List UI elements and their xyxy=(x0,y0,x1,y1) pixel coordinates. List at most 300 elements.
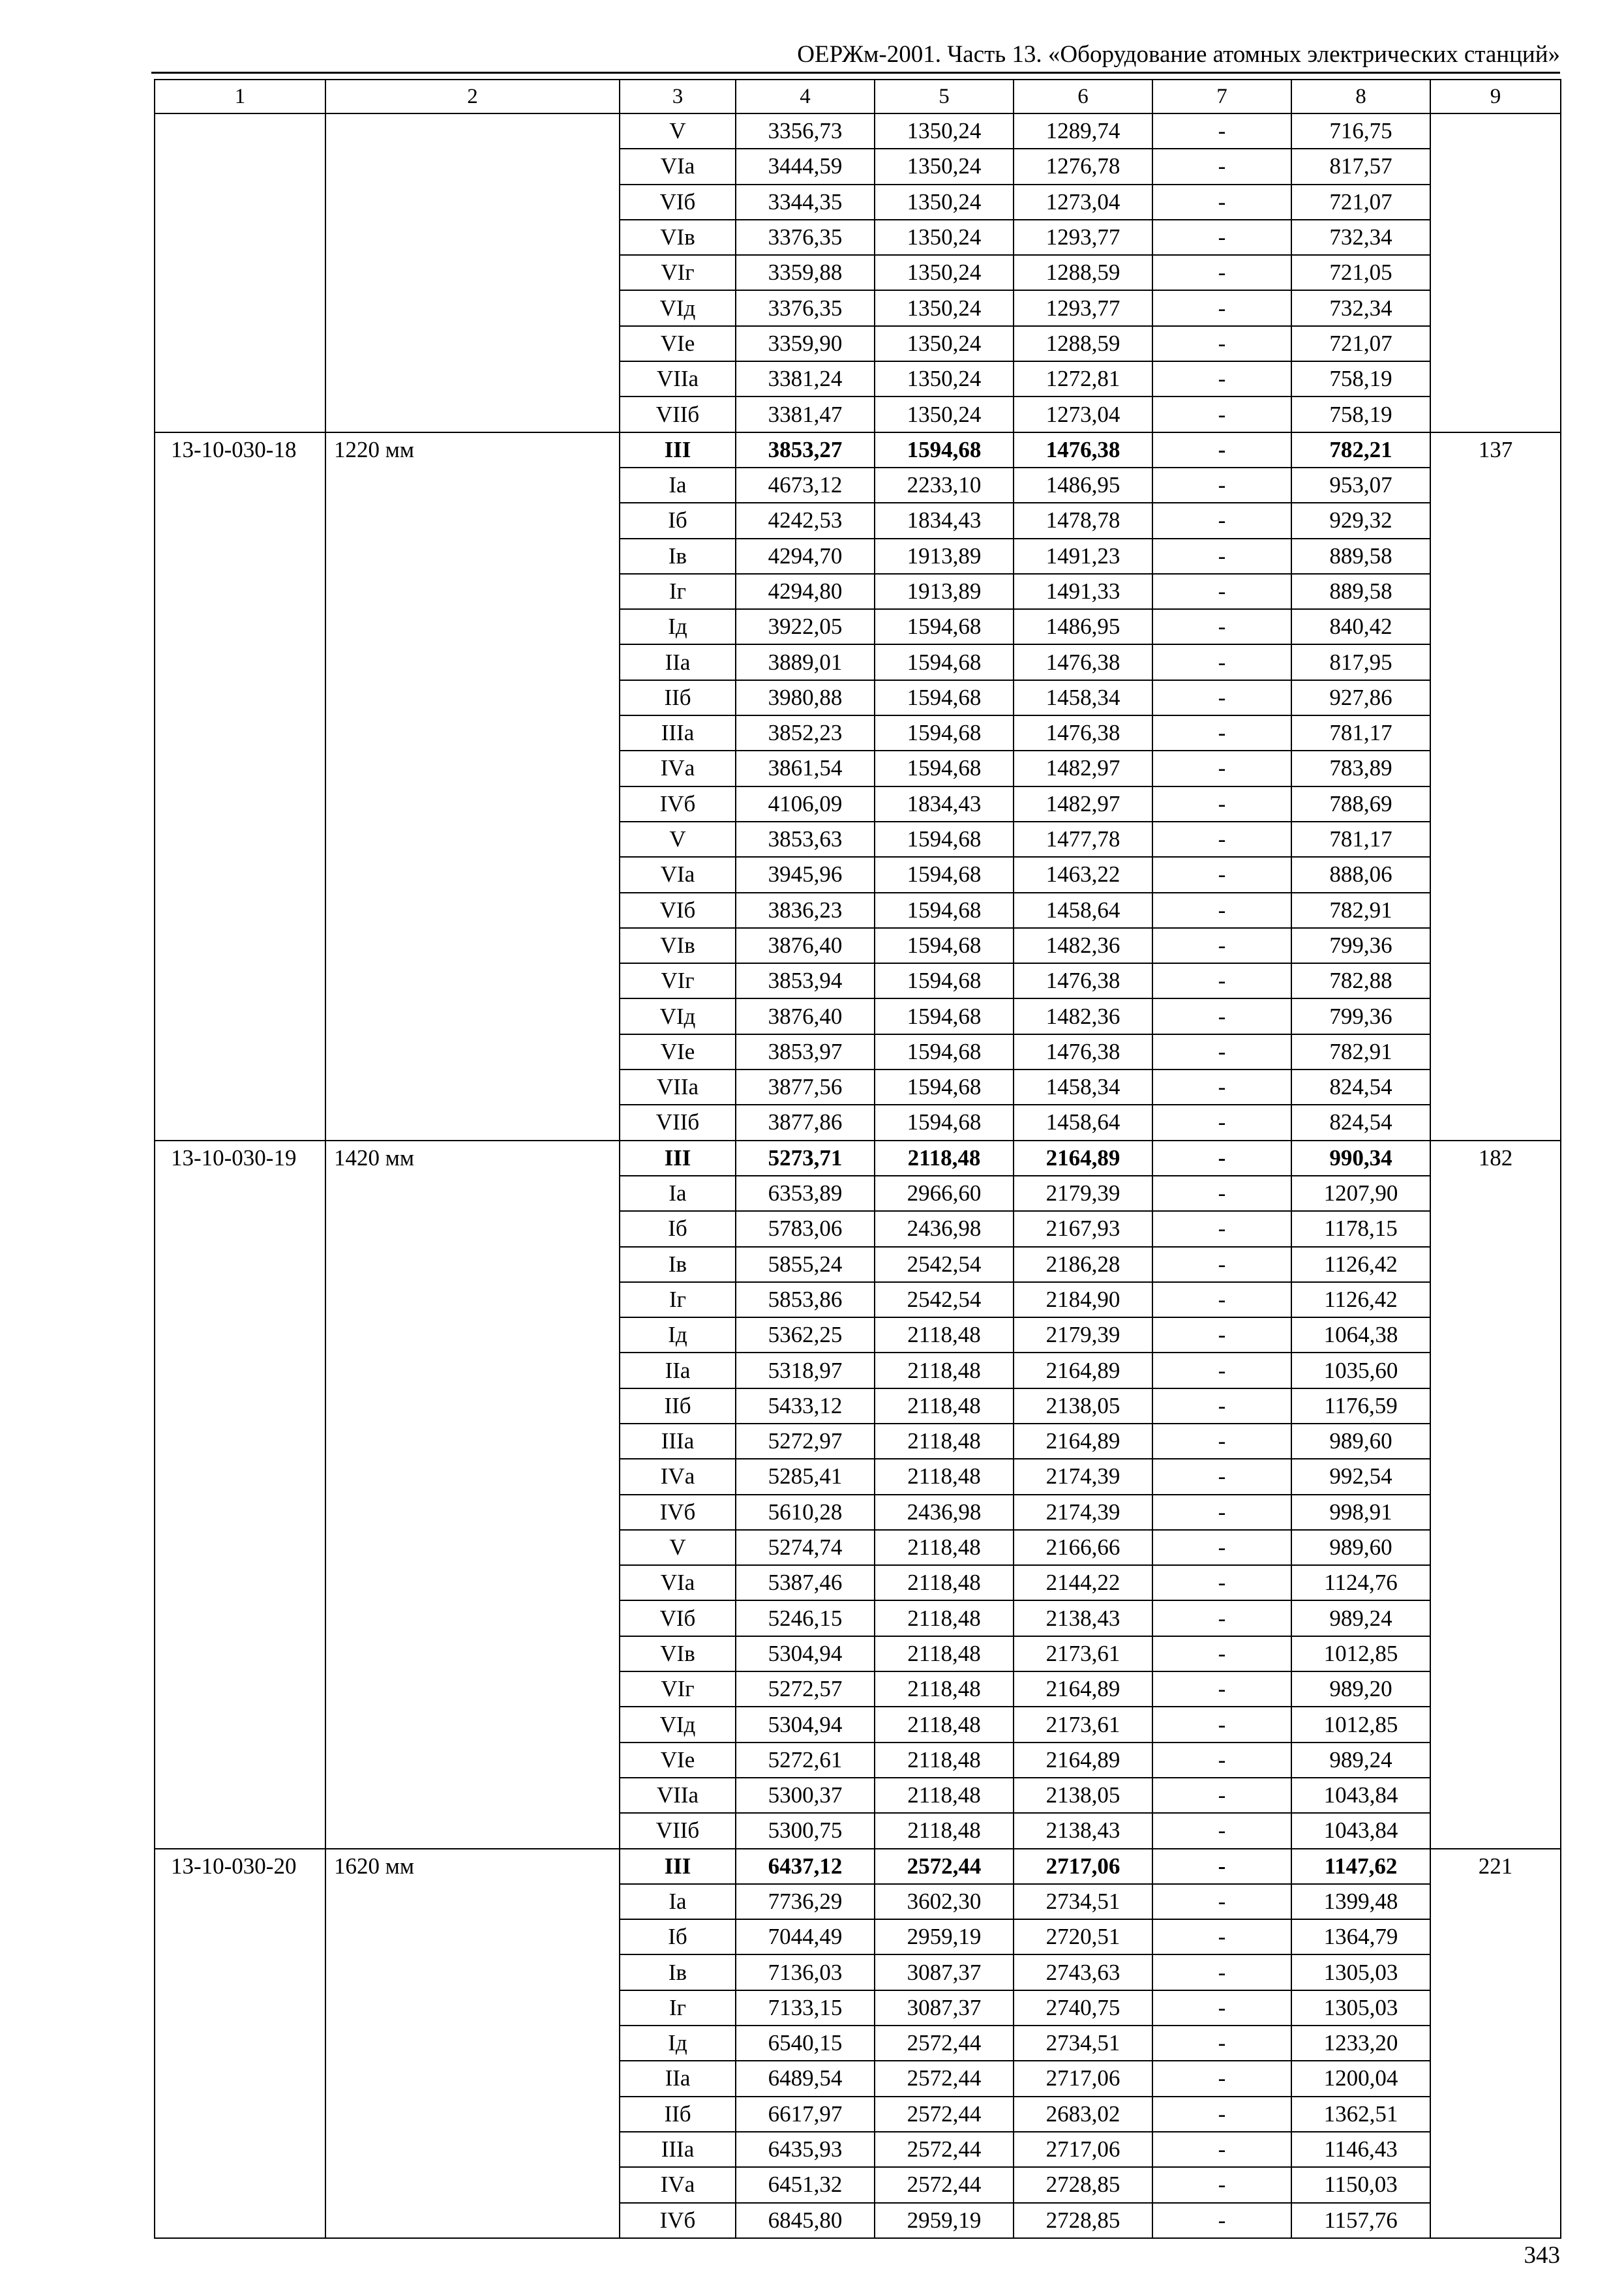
cell-cost-total: 3853,27 xyxy=(736,432,875,468)
cell-cost-wages: 1233,20 xyxy=(1291,2026,1430,2061)
cell-cost-total: 5300,75 xyxy=(736,1813,875,1848)
cell-cost-machines: 1482,36 xyxy=(1014,928,1152,963)
cell-variant: VIе xyxy=(620,326,736,361)
cell-cost-wages: 1200,04 xyxy=(1291,2061,1430,2096)
cell-cost-machines: 2179,39 xyxy=(1014,1317,1152,1353)
cell-cost-wages: 1126,42 xyxy=(1291,1247,1430,1282)
cell-cost-labor: 1350,24 xyxy=(875,113,1014,149)
cell-cost-labor: 1350,24 xyxy=(875,255,1014,290)
cell-cost-machines: 2740,75 xyxy=(1014,1990,1152,2026)
cell-cost-labor: 2572,44 xyxy=(875,2026,1014,2061)
column-number-8: 8 xyxy=(1291,80,1430,113)
cell-cost-labor: 1594,68 xyxy=(875,680,1014,715)
cell-cost-total: 6451,32 xyxy=(736,2167,875,2202)
cell-cost-machines: 2179,39 xyxy=(1014,1176,1152,1211)
cell-cost-machines: 1289,74 xyxy=(1014,113,1152,149)
cell-cost-labor: 1594,68 xyxy=(875,998,1014,1034)
column-number-6: 6 xyxy=(1014,80,1152,113)
cell-cost-total: 5246,15 xyxy=(736,1600,875,1636)
cell-cost-wages: 721,07 xyxy=(1291,326,1430,361)
cell-variant: Iд xyxy=(620,609,736,644)
cell-cost-total: 6353,89 xyxy=(736,1176,875,1211)
cell-variant: Iг xyxy=(620,1282,736,1317)
cell-cost-total: 3876,40 xyxy=(736,998,875,1034)
cell-cost-materials: - xyxy=(1152,2097,1291,2132)
cell-variant: Iд xyxy=(620,1317,736,1353)
cell-cost-machines: 1458,34 xyxy=(1014,1070,1152,1105)
cell-cost-total: 4242,53 xyxy=(736,503,875,538)
cell-cost-total: 3359,90 xyxy=(736,326,875,361)
cell-cost-labor: 2572,44 xyxy=(875,2061,1014,2096)
cell-cost-total: 5272,61 xyxy=(736,1743,875,1778)
cell-variant: VIIа xyxy=(620,1070,736,1105)
cell-variant: IIа xyxy=(620,644,736,680)
cell-cost-wages: 1064,38 xyxy=(1291,1317,1430,1353)
cell-cost-wages: 732,34 xyxy=(1291,220,1430,255)
cell-variant: VIа xyxy=(620,149,736,184)
cell-cost-total: 4106,09 xyxy=(736,786,875,822)
cell-cost-labor: 3087,37 xyxy=(875,1990,1014,2026)
cell-cost-labor: 1594,68 xyxy=(875,963,1014,998)
cell-cost-labor: 1594,68 xyxy=(875,1105,1014,1140)
cell-variant: VIг xyxy=(620,963,736,998)
cell-cost-materials: - xyxy=(1152,1070,1291,1105)
cell-variant: III xyxy=(620,432,736,468)
cell-cost-total: 6437,12 xyxy=(736,1849,875,1884)
cell-cost-labor: 2118,48 xyxy=(875,1565,1014,1600)
cell-variant: Iа xyxy=(620,1176,736,1211)
cell-cost-wages: 758,19 xyxy=(1291,361,1430,396)
cell-cost-machines: 2717,06 xyxy=(1014,2132,1152,2167)
rates-table-body xyxy=(155,80,1561,2238)
cell-variant: IIIа xyxy=(620,2132,736,2167)
cell-cost-wages: 799,36 xyxy=(1291,998,1430,1034)
cell-variant: IVб xyxy=(620,1495,736,1530)
cell-cost-materials: - xyxy=(1152,2061,1291,2096)
cell-cost-materials: - xyxy=(1152,1317,1291,1353)
cell-cost-total: 6845,80 xyxy=(736,2203,875,2238)
cell-cost-wages: 788,69 xyxy=(1291,786,1430,822)
cell-cost-machines: 1491,33 xyxy=(1014,574,1152,609)
cell-cost-materials: - xyxy=(1152,1636,1291,1671)
cell-cost-machines: 2167,93 xyxy=(1014,1211,1152,1246)
cell-cost-machines: 1482,36 xyxy=(1014,998,1152,1034)
cell-cost-machines: 2164,89 xyxy=(1014,1353,1152,1388)
cell-cost-materials: - xyxy=(1152,928,1291,963)
cell-cost-materials: - xyxy=(1152,503,1291,538)
cell-cost-wages: 732,34 xyxy=(1291,290,1430,325)
cell-cost-materials: - xyxy=(1152,609,1291,644)
cell-cost-total: 3444,59 xyxy=(736,149,875,184)
cell-variant: IVа xyxy=(620,2167,736,2202)
table-row xyxy=(155,1849,1561,1884)
cell-cost-machines: 2728,85 xyxy=(1014,2167,1152,2202)
cell-cost-materials: - xyxy=(1152,998,1291,1034)
cell-variant: IIб xyxy=(620,1388,736,1424)
cell-cost-wages: 824,54 xyxy=(1291,1105,1430,1140)
cell-cost-total: 6489,54 xyxy=(736,2061,875,2096)
cell-variant: IIIа xyxy=(620,715,736,751)
cell-cost-wages: 989,24 xyxy=(1291,1600,1430,1636)
cell-variant: Iг xyxy=(620,574,736,609)
cell-cost-machines: 1276,78 xyxy=(1014,149,1152,184)
cell-cost-total: 7136,03 xyxy=(736,1954,875,1990)
cell-cost-materials: - xyxy=(1152,1919,1291,1954)
cell-cost-wages: 889,58 xyxy=(1291,574,1430,609)
item-size xyxy=(325,113,620,432)
cell-cost-wages: 817,95 xyxy=(1291,644,1430,680)
cell-cost-labor: 1594,68 xyxy=(875,928,1014,963)
cell-cost-machines: 2720,51 xyxy=(1014,1919,1152,1954)
cell-cost-machines: 1273,04 xyxy=(1014,396,1152,432)
cell-cost-total: 3359,88 xyxy=(736,255,875,290)
cell-cost-total: 5362,25 xyxy=(736,1317,875,1353)
cell-variant: VIд xyxy=(620,998,736,1034)
item-code: 13-10-030-18 xyxy=(155,432,325,1141)
cell-cost-labor: 2118,48 xyxy=(875,1778,1014,1813)
cell-cost-wages: 992,54 xyxy=(1291,1459,1430,1494)
cell-cost-total: 5274,74 xyxy=(736,1530,875,1565)
cell-cost-machines: 2166,66 xyxy=(1014,1530,1152,1565)
table-row xyxy=(155,113,1561,149)
cell-cost-machines: 2144,22 xyxy=(1014,1565,1152,1600)
column-number-5: 5 xyxy=(875,80,1014,113)
cell-cost-machines: 2717,06 xyxy=(1014,1849,1152,1884)
cell-cost-labor: 1350,24 xyxy=(875,361,1014,396)
cell-cost-wages: 1178,15 xyxy=(1291,1211,1430,1246)
cell-cost-wages: 1157,76 xyxy=(1291,2203,1430,2238)
cell-cost-materials: - xyxy=(1152,185,1291,220)
cell-cost-wages: 782,88 xyxy=(1291,963,1430,998)
cell-cost-labor: 3087,37 xyxy=(875,1954,1014,1990)
cell-cost-wages: 888,06 xyxy=(1291,857,1430,892)
cell-cost-labor: 1594,68 xyxy=(875,751,1014,786)
cell-cost-total: 7044,49 xyxy=(736,1919,875,1954)
cell-cost-wages: 758,19 xyxy=(1291,396,1430,432)
cell-cost-machines: 1478,78 xyxy=(1014,503,1152,538)
column-number-3: 3 xyxy=(620,80,736,113)
cell-cost-wages: 1399,48 xyxy=(1291,1884,1430,1919)
cell-cost-machines: 1476,38 xyxy=(1014,715,1152,751)
cell-variant: VIв xyxy=(620,1636,736,1671)
cell-cost-labor: 1594,68 xyxy=(875,1034,1014,1070)
cell-cost-materials: - xyxy=(1152,149,1291,184)
cell-cost-materials: - xyxy=(1152,2132,1291,2167)
cell-cost-machines: 2173,61 xyxy=(1014,1636,1152,1671)
cell-cost-wages: 989,60 xyxy=(1291,1424,1430,1459)
cell-variant: VIIб xyxy=(620,1813,736,1848)
cell-cost-labor: 1594,68 xyxy=(875,432,1014,468)
cell-variant: VIе xyxy=(620,1743,736,1778)
cell-cost-materials: - xyxy=(1152,326,1291,361)
cell-cost-materials: - xyxy=(1152,1778,1291,1813)
cell-cost-total: 5300,37 xyxy=(736,1778,875,1813)
cell-cost-wages: 824,54 xyxy=(1291,1070,1430,1105)
cell-variant: Iб xyxy=(620,1211,736,1246)
cell-cost-wages: 989,20 xyxy=(1291,1671,1430,1707)
cell-cost-materials: - xyxy=(1152,644,1291,680)
cell-cost-materials: - xyxy=(1152,1176,1291,1211)
cell-cost-total: 5304,94 xyxy=(736,1636,875,1671)
cell-cost-machines: 1477,78 xyxy=(1014,822,1152,857)
cell-cost-labor: 2233,10 xyxy=(875,468,1014,503)
cell-cost-wages: 721,05 xyxy=(1291,255,1430,290)
cell-cost-materials: - xyxy=(1152,963,1291,998)
cell-cost-materials: - xyxy=(1152,1424,1291,1459)
cell-cost-labor: 2118,48 xyxy=(875,1636,1014,1671)
cell-cost-machines: 1476,38 xyxy=(1014,432,1152,468)
item-size: 1420 мм xyxy=(325,1141,620,1849)
cell-cost-machines: 2138,05 xyxy=(1014,1778,1152,1813)
cell-cost-wages: 1146,43 xyxy=(1291,2132,1430,2167)
cell-cost-materials: - xyxy=(1152,220,1291,255)
cell-cost-labor: 1350,24 xyxy=(875,185,1014,220)
cell-cost-labor: 2118,48 xyxy=(875,1813,1014,1848)
cell-cost-machines: 2164,89 xyxy=(1014,1424,1152,1459)
cell-cost-materials: - xyxy=(1152,1743,1291,1778)
cell-cost-labor: 2118,48 xyxy=(875,1459,1014,1494)
cell-cost-wages: 1176,59 xyxy=(1291,1388,1430,1424)
cell-cost-machines: 2734,51 xyxy=(1014,1884,1152,1919)
cell-cost-labor: 1834,43 xyxy=(875,786,1014,822)
cell-cost-wages: 1043,84 xyxy=(1291,1778,1430,1813)
cell-cost-materials: - xyxy=(1152,1388,1291,1424)
cell-cost-wages: 953,07 xyxy=(1291,468,1430,503)
cell-cost-total: 3945,96 xyxy=(736,857,875,892)
cell-cost-machines: 2743,63 xyxy=(1014,1954,1152,1990)
cell-cost-labor: 1594,68 xyxy=(875,715,1014,751)
cell-variant: Iв xyxy=(620,539,736,574)
cell-variant: Iа xyxy=(620,468,736,503)
cell-cost-materials: - xyxy=(1152,1459,1291,1494)
cell-cost-labor: 1594,68 xyxy=(875,893,1014,928)
cell-cost-labor: 1913,89 xyxy=(875,574,1014,609)
cell-cost-machines: 1486,95 xyxy=(1014,468,1152,503)
cell-cost-total: 5285,41 xyxy=(736,1459,875,1494)
column-number-9: 9 xyxy=(1430,80,1561,113)
cell-variant: VIг xyxy=(620,255,736,290)
cell-variant: III xyxy=(620,1141,736,1176)
cell-cost-materials: - xyxy=(1152,1211,1291,1246)
cell-cost-materials: - xyxy=(1152,1707,1291,1742)
cell-cost-labor: 2118,48 xyxy=(875,1707,1014,1742)
cell-cost-total: 7736,29 xyxy=(736,1884,875,1919)
cell-variant: IIа xyxy=(620,2061,736,2096)
cell-cost-machines: 2138,05 xyxy=(1014,1388,1152,1424)
cell-cost-materials: - xyxy=(1152,574,1291,609)
cell-variant: Iв xyxy=(620,1247,736,1282)
column-number-4: 4 xyxy=(736,80,875,113)
cell-cost-total: 6540,15 xyxy=(736,2026,875,2061)
cell-cost-wages: 929,32 xyxy=(1291,503,1430,538)
cell-variant: IIа xyxy=(620,1353,736,1388)
cell-cost-labor: 3602,30 xyxy=(875,1884,1014,1919)
cell-cost-machines: 1476,38 xyxy=(1014,1034,1152,1070)
cell-variant: VIв xyxy=(620,928,736,963)
cell-cost-machines: 2173,61 xyxy=(1014,1707,1152,1742)
item-code: 13-10-030-20 xyxy=(155,1849,325,2238)
cell-cost-labor: 2118,48 xyxy=(875,1530,1014,1565)
cell-cost-machines: 1476,38 xyxy=(1014,963,1152,998)
cell-cost-wages: 1124,76 xyxy=(1291,1565,1430,1600)
cell-cost-labor: 2542,54 xyxy=(875,1282,1014,1317)
cell-variant: VIд xyxy=(620,1707,736,1742)
cell-cost-labor: 1350,24 xyxy=(875,220,1014,255)
cell-cost-wages: 782,91 xyxy=(1291,1034,1430,1070)
cell-variant: IVа xyxy=(620,1459,736,1494)
cell-cost-labor: 2572,44 xyxy=(875,2167,1014,2202)
cell-variant: V xyxy=(620,822,736,857)
cell-cost-labor: 1594,68 xyxy=(875,609,1014,644)
cell-cost-labor: 1350,24 xyxy=(875,326,1014,361)
cell-cost-machines: 2683,02 xyxy=(1014,2097,1152,2132)
cell-cost-total: 5855,24 xyxy=(736,1247,875,1282)
cell-cost-wages: 1147,62 xyxy=(1291,1849,1430,1884)
cell-cost-total: 6435,93 xyxy=(736,2132,875,2167)
cell-cost-wages: 1043,84 xyxy=(1291,1813,1430,1848)
cell-cost-materials: - xyxy=(1152,1884,1291,1919)
cell-cost-materials: - xyxy=(1152,1849,1291,1884)
cell-cost-total: 5304,94 xyxy=(736,1707,875,1742)
cell-cost-total: 3861,54 xyxy=(736,751,875,786)
cell-cost-machines: 2138,43 xyxy=(1014,1813,1152,1848)
cell-cost-wages: 716,75 xyxy=(1291,113,1430,149)
cell-variant: IVа xyxy=(620,751,736,786)
cell-cost-materials: - xyxy=(1152,715,1291,751)
cell-variant: IVб xyxy=(620,786,736,822)
cell-cost-materials: - xyxy=(1152,468,1291,503)
page-number: 343 xyxy=(1524,2242,1560,2269)
cell-cost-wages: 1305,03 xyxy=(1291,1954,1430,1990)
cell-variant: Iд xyxy=(620,2026,736,2061)
column-number-7: 7 xyxy=(1152,80,1291,113)
item-size: 1620 мм xyxy=(325,1849,620,2238)
cell-cost-total: 3889,01 xyxy=(736,644,875,680)
cell-variant: Iб xyxy=(620,1919,736,1954)
cell-cost-machines: 1288,59 xyxy=(1014,255,1152,290)
cell-cost-materials: - xyxy=(1152,290,1291,325)
cell-cost-materials: - xyxy=(1152,361,1291,396)
cell-cost-machines: 2186,28 xyxy=(1014,1247,1152,1282)
cell-cost-total: 3876,40 xyxy=(736,928,875,963)
cell-cost-labor: 2118,48 xyxy=(875,1743,1014,1778)
cell-cost-materials: - xyxy=(1152,680,1291,715)
cell-cost-total: 3852,23 xyxy=(736,715,875,751)
cell-cost-materials: - xyxy=(1152,1600,1291,1636)
cell-variant: V xyxy=(620,1530,736,1565)
cell-cost-materials: - xyxy=(1152,1495,1291,1530)
cell-cost-total: 6617,97 xyxy=(736,2097,875,2132)
page-header-title: ОЕРЖм-2001. Часть 13. «Оборудование атомных электрических станций» xyxy=(797,41,1560,68)
cell-cost-materials: - xyxy=(1152,1353,1291,1388)
cell-cost-materials: - xyxy=(1152,1954,1291,1990)
cell-variant: VIд xyxy=(620,290,736,325)
cell-variant: VIб xyxy=(620,893,736,928)
header-divider xyxy=(151,72,1560,74)
cell-cost-labor: 2118,48 xyxy=(875,1424,1014,1459)
cell-cost-materials: - xyxy=(1152,751,1291,786)
cell-cost-materials: - xyxy=(1152,1530,1291,1565)
cell-cost-wages: 817,57 xyxy=(1291,149,1430,184)
item-size: 1220 мм xyxy=(325,432,620,1141)
column-number-2: 2 xyxy=(325,80,620,113)
cell-cost-total: 3356,73 xyxy=(736,113,875,149)
cell-cost-wages: 1305,03 xyxy=(1291,1990,1430,2026)
cell-cost-total: 5610,28 xyxy=(736,1495,875,1530)
cell-cost-materials: - xyxy=(1152,1105,1291,1140)
cell-cost-labor: 2118,48 xyxy=(875,1600,1014,1636)
cell-variant: Iб xyxy=(620,503,736,538)
cell-cost-materials: - xyxy=(1152,432,1291,468)
cell-cost-labor: 1594,68 xyxy=(875,822,1014,857)
cell-cost-machines: 1458,64 xyxy=(1014,893,1152,928)
column-number-row xyxy=(155,80,1561,113)
cell-cost-labor: 2959,19 xyxy=(875,1919,1014,1954)
cell-cost-materials: - xyxy=(1152,1671,1291,1707)
cell-cost-total: 5387,46 xyxy=(736,1565,875,1600)
cell-cost-wages: 1364,79 xyxy=(1291,1919,1430,1954)
cell-cost-machines: 2174,39 xyxy=(1014,1495,1152,1530)
cell-variant: Iа xyxy=(620,1884,736,1919)
cell-cost-labor: 2118,48 xyxy=(875,1388,1014,1424)
cell-variant: Iг xyxy=(620,1990,736,2026)
cell-cost-labor: 2959,19 xyxy=(875,2203,1014,2238)
cell-cost-wages: 927,86 xyxy=(1291,680,1430,715)
cell-cost-machines: 1491,23 xyxy=(1014,539,1152,574)
cell-cost-labor: 2572,44 xyxy=(875,2132,1014,2167)
cell-cost-machines: 2717,06 xyxy=(1014,2061,1152,2096)
cell-cost-total: 3853,97 xyxy=(736,1034,875,1070)
cell-cost-total: 3381,24 xyxy=(736,361,875,396)
cell-cost-machines: 1272,81 xyxy=(1014,361,1152,396)
cell-variant: VIа xyxy=(620,1565,736,1600)
item-weight: 221 xyxy=(1430,1849,1561,2238)
cell-cost-total: 7133,15 xyxy=(736,1990,875,2026)
cell-cost-wages: 1207,90 xyxy=(1291,1176,1430,1211)
cell-cost-machines: 1486,95 xyxy=(1014,609,1152,644)
cell-cost-wages: 1362,51 xyxy=(1291,2097,1430,2132)
cell-cost-machines: 2184,90 xyxy=(1014,1282,1152,1317)
cell-variant: IIIа xyxy=(620,1424,736,1459)
rates-table xyxy=(154,79,1561,2239)
cell-cost-machines: 1293,77 xyxy=(1014,220,1152,255)
cell-cost-materials: - xyxy=(1152,857,1291,892)
cell-cost-materials: - xyxy=(1152,2167,1291,2202)
cell-cost-materials: - xyxy=(1152,1034,1291,1070)
cell-cost-wages: 1012,85 xyxy=(1291,1707,1430,1742)
column-number-1: 1 xyxy=(155,80,325,113)
cell-cost-total: 5272,57 xyxy=(736,1671,875,1707)
cell-cost-total: 5853,86 xyxy=(736,1282,875,1317)
cell-variant: VIе xyxy=(620,1034,736,1070)
cell-cost-materials: - xyxy=(1152,786,1291,822)
cell-variant: III xyxy=(620,1849,736,1884)
cell-cost-total: 3853,63 xyxy=(736,822,875,857)
item-code: 13-10-030-19 xyxy=(155,1141,325,1849)
cell-cost-labor: 1350,24 xyxy=(875,396,1014,432)
cell-cost-machines: 2164,89 xyxy=(1014,1743,1152,1778)
cell-cost-wages: 1150,03 xyxy=(1291,2167,1430,2202)
cell-cost-labor: 2542,54 xyxy=(875,1247,1014,1282)
table-row xyxy=(155,432,1561,468)
cell-cost-machines: 1482,97 xyxy=(1014,786,1152,822)
cell-cost-materials: - xyxy=(1152,893,1291,928)
cell-cost-machines: 2164,89 xyxy=(1014,1141,1152,1176)
cell-cost-wages: 889,58 xyxy=(1291,539,1430,574)
cell-variant: VIг xyxy=(620,1671,736,1707)
cell-cost-labor: 2118,48 xyxy=(875,1671,1014,1707)
cell-cost-labor: 2572,44 xyxy=(875,1849,1014,1884)
